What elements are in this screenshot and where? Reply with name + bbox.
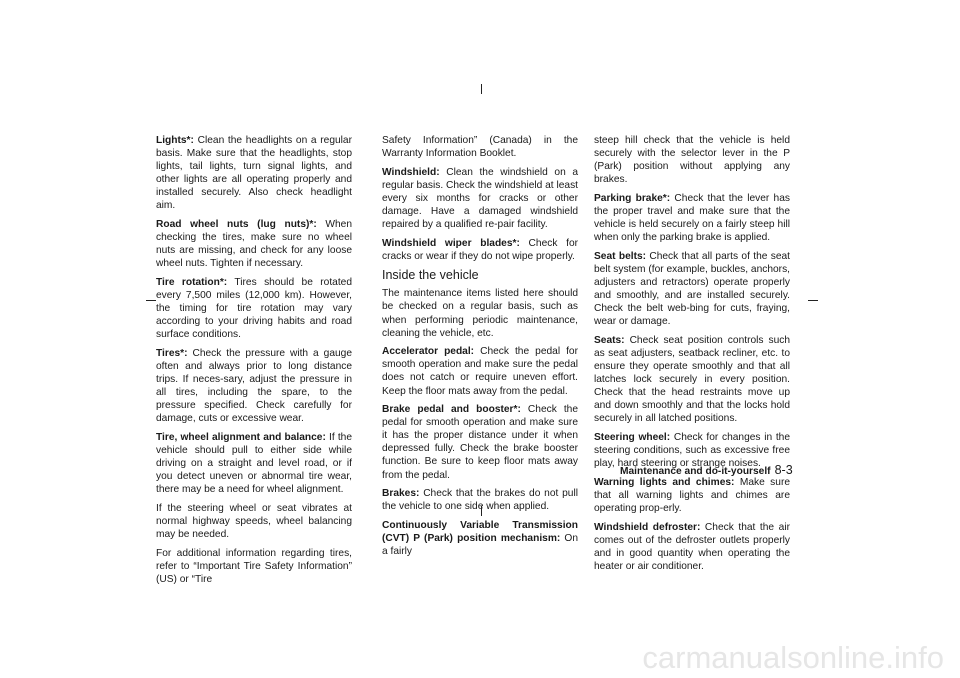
paragraph xyxy=(382,403,578,482)
page-number: 8-3 xyxy=(774,463,793,477)
paragraph xyxy=(594,192,790,244)
paragraph-lead: Tire, wheel alignment and balance: xyxy=(156,431,326,443)
paragraph-text: On a fairly xyxy=(382,532,578,558)
paragraph-lead: Brake pedal and booster*: xyxy=(382,404,521,416)
paragraph-text: Check the pedal for smooth operation and make sure the pedal does not catch or require uneven effort. Keep the floor mats away from the pedal. xyxy=(382,346,578,397)
paragraph-lead: Steering wheel: xyxy=(594,431,671,443)
paragraph-lead: Brakes: xyxy=(382,488,420,500)
paragraph-text: Check for cracks or wear if they do not wipe properly. xyxy=(382,237,578,262)
paragraph-text: Tires should be rotated every 7,500 miles (12,000 km). However, the timing for tire rotation may vary according to your driving habits and road surface conditions. xyxy=(156,276,352,341)
paragraph-text: Check that the lever has the proper travel and make sure that the vehicle is held securely on a fairly steep hill when only the parking brake is applied. xyxy=(594,192,790,244)
paragraph xyxy=(156,547,352,586)
paragraph xyxy=(382,487,578,513)
paragraph-text: Check the pedal for smooth operation and make sure it has the proper distance under it when depressed fully. Check the brake booster function. Be sure to keep floor mats away from the pedal. xyxy=(382,404,578,481)
paragraph xyxy=(382,519,578,558)
crop-mark-top xyxy=(481,84,482,94)
paragraph-text: Check for changes in the steering conditions, such as excessive free play, hard steering or strange noises. xyxy=(594,431,790,470)
paragraph xyxy=(594,476,790,515)
paragraph xyxy=(594,334,790,426)
paragraph-lead: Lights*: xyxy=(156,135,194,146)
paragraph xyxy=(594,250,790,329)
paragraph-text: Check the pressure with a gauge often and always prior to long distance trips. If neces-sary, adjust the pressure in all tires, including the spare, to the pressure specified. Check carefully for damage, cuts or excessive wear. xyxy=(156,347,352,425)
paragraph-text: The maintenance items listed here should be checked on a regular basis, such as when performing periodic maintenance, cleaning the vehicle, etc. xyxy=(382,288,578,339)
section-heading: Inside the vehicle xyxy=(382,268,479,283)
paragraph-lead: Seat belts: xyxy=(594,250,647,262)
text-column-right xyxy=(594,134,790,578)
paragraph xyxy=(594,134,790,186)
middle-top-paragraphs xyxy=(382,134,578,263)
paragraph xyxy=(156,134,352,213)
page-footer xyxy=(620,463,793,477)
paragraph xyxy=(382,287,578,339)
paragraph-lead: Windshield wiper blades*: xyxy=(382,237,520,249)
paragraph-text: When checking the tires, make sure no wheel nuts are missing, and check for any loose wheel nuts. Tighten if necessary. xyxy=(156,219,352,270)
middle-bottom-paragraphs xyxy=(382,287,578,558)
paragraph-text: Check that all parts of the seat belt system (for example, buckles, anchors, adjusters and retractors) operate properly and smoothly, and are installed securely. Check the belt web-bing for cuts, fraying, wear or damage. xyxy=(594,250,790,328)
paragraph xyxy=(156,347,352,426)
paragraph-lead: Seats: xyxy=(594,334,625,346)
paragraph xyxy=(382,134,578,160)
crop-mark-left xyxy=(146,300,156,301)
paragraph-text: Safety Information” (Canada) in the Warranty Information Booklet. xyxy=(382,135,578,160)
crop-mark-right xyxy=(808,300,818,301)
paragraph-lead: Windshield defroster: xyxy=(594,521,701,533)
paragraph-text: If the vehicle should pull to either side while driving on a straight and level road, or if you detect uneven or abnormal tire wear, there may be a need for wheel alignment. xyxy=(156,431,352,496)
paragraph-text: Check seat position controls such as seat adjusters, seatback recliner, etc. to ensure they operate smoothly and that all latches lock securely in every position. Check that the head restraints move up and down smoothly and that the locks hold securely in all latched positions. xyxy=(594,334,790,425)
footer-section-title: Maintenance and do-it-yourself xyxy=(620,466,771,477)
paragraph-lead: Continuously Variable Transmission (CVT) P (Park) position mechanism: xyxy=(382,519,578,544)
paragraph xyxy=(594,521,790,573)
text-column-left xyxy=(156,134,352,592)
paragraph-text: Check that the brakes do not pull the vehicle to one side when applied. xyxy=(382,488,578,513)
text-column-middle xyxy=(382,134,578,564)
paragraph xyxy=(156,431,352,496)
watermark: carmanualsonline.info xyxy=(642,640,944,675)
paragraph xyxy=(382,166,578,231)
paragraph xyxy=(382,237,578,263)
paragraph xyxy=(156,276,352,341)
paragraph-text: steep hill check that the vehicle is held securely with the selector lever in the P (Park) position without applying any brakes. xyxy=(594,135,790,186)
paragraph-text: Check that the air comes out of the defroster outlets properly and in good quantity when operating the heater or air conditioner. xyxy=(594,521,790,572)
paragraph-text: For additional information regarding tires, refer to “Important Tire Safety Information” (US) or “Tire xyxy=(156,547,352,585)
paragraph-lead: Road wheel nuts (lug nuts)*: xyxy=(156,219,317,231)
paragraph-lead: Accelerator pedal: xyxy=(382,346,475,358)
paragraph-lead: Tires*: xyxy=(156,347,188,359)
paragraph-text: If the steering wheel or seat vibrates at normal highway speeds, wheel balancing may be needed. xyxy=(156,502,352,541)
paragraph xyxy=(156,502,352,541)
paragraph-lead: Parking brake*: xyxy=(594,192,671,204)
paragraph-lead: Windshield: xyxy=(382,166,440,178)
paragraph xyxy=(156,218,352,270)
paragraph-text: Clean the windshield on a regular basis. Check the windshield at least every six months for cracks or other damage. Have a damaged windshield repaired by a qualified re-pair facility. xyxy=(382,166,578,231)
paragraph-text: Clean the headlights on a regular basis. Make sure that the headlights, stop lights, tail lights, turn signal lights, and other lights are all operating properly and installed securely. Also check headlight aim. xyxy=(156,135,352,212)
paragraph-lead: Tire rotation*: xyxy=(156,276,228,288)
paragraph xyxy=(382,345,578,397)
paragraph-lead: Warning lights and chimes: xyxy=(594,476,735,488)
paragraph-text: Make sure that all warning lights and chimes are operating prop-erly. xyxy=(594,476,790,514)
